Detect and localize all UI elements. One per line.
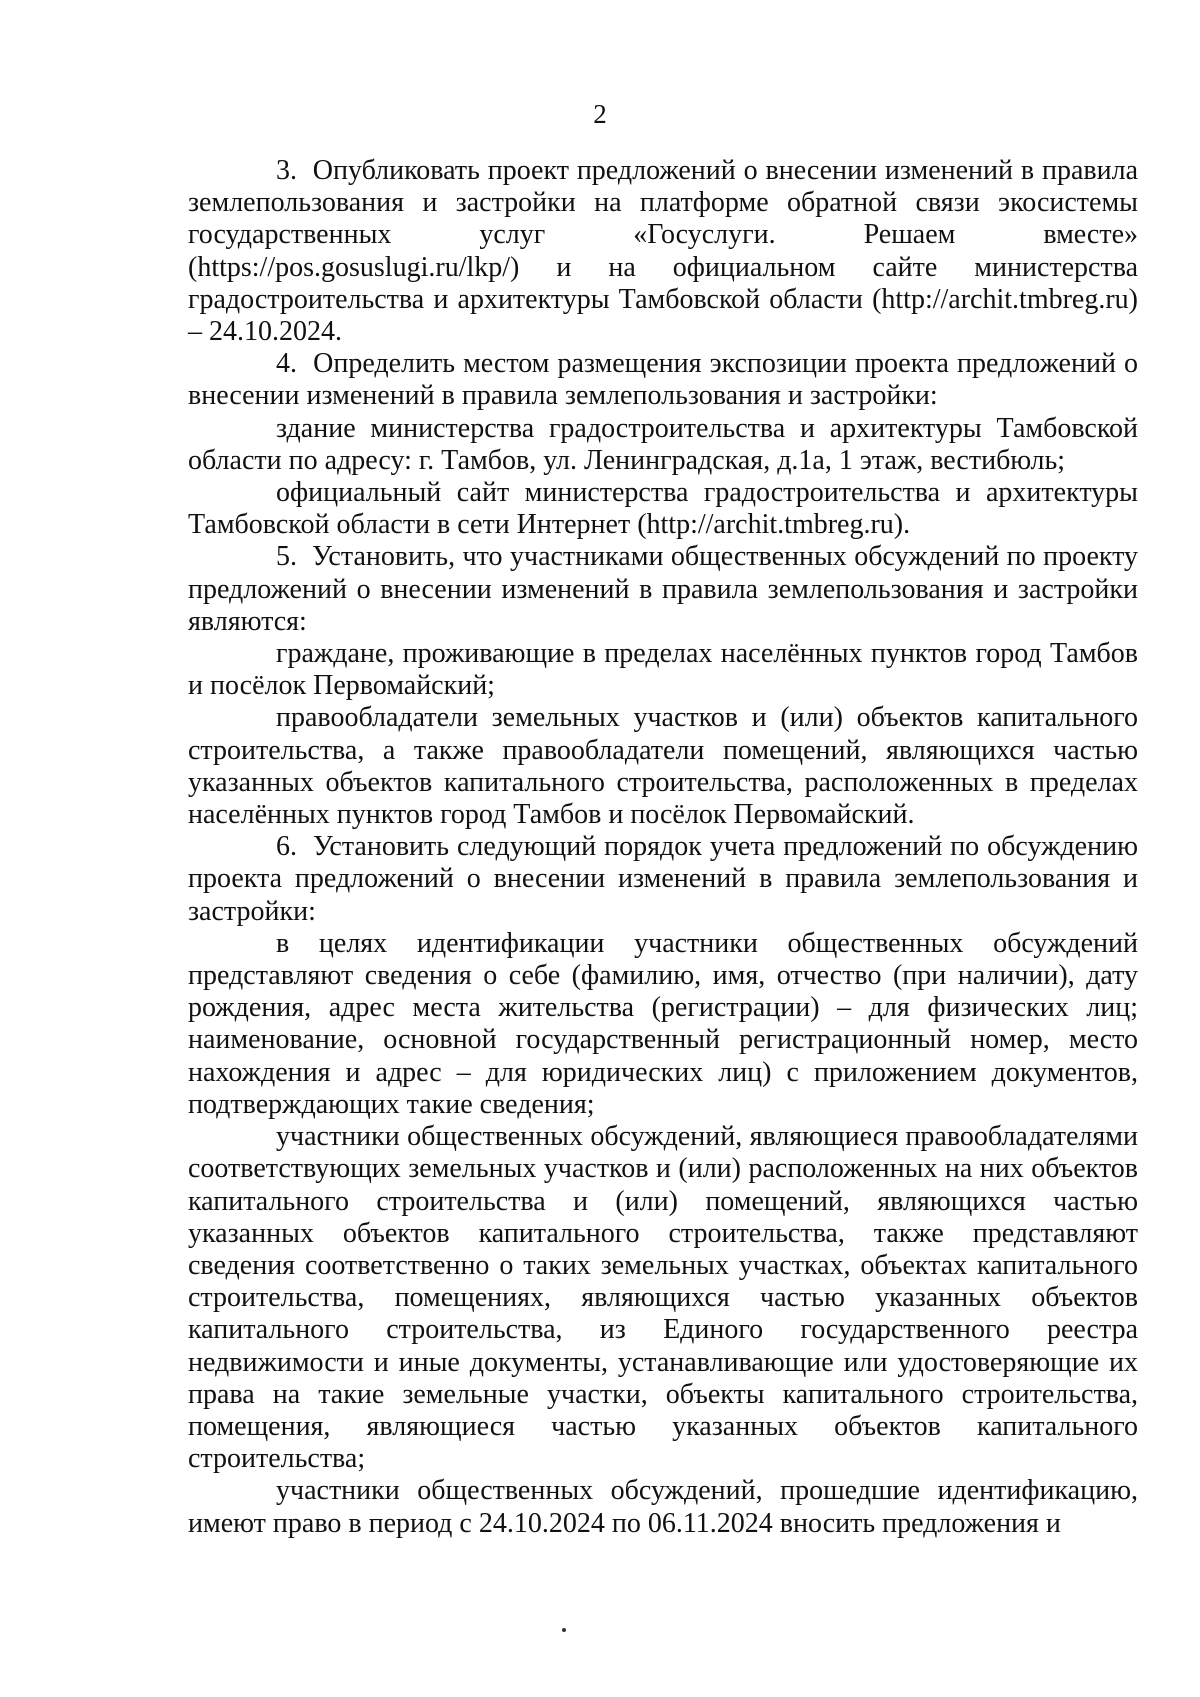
paragraph-5-participants: 5. Установить, что участниками общественных обсуждений по проекту предложений о внесении изменений в правила землепользования и застройки являются: [188,541,1138,637]
paragraph-3-publish: 3. Опубликовать проект предложений о внесении изменений в правила землепользования и застройки на платформе обратной связи экосистемы государственных услуг «Госуслуги. Решаем вместе» (https://pos.gosuslugi.ru/lkp/) и на официальном сайте министерства градостроительства и архитектуры Тамбовской области (http://archit.tmbreg.ru) – 24.10.2024. [188,155,1138,348]
document-body [188,155,1138,1540]
paragraph-identification: в целях идентификации участники общественных обсуждений представляют сведения о себе (фамилию, имя, отчество (при наличии), дату рождения, адрес места жительства (регистрации) – для физических лиц; наименование, основной государственный регистрационный номер, место нахождения и адрес – для юридических лиц) с приложением документов, подтверждающих такие сведения; [188,927,1138,1120]
paragraph-participants-citizens: граждане, проживающие в пределах населённых пунктов город Тамбов и посёлок Первомайский; [188,638,1138,702]
paragraph-participants-owners: правообладатели земельных участков и (или) объектов капитального строительства, а также правообладатели помещений, являющихся частью указанных объектов капитального строительства, расположенных в пределах населённых пунктов город Тамбов и посёлок Первомайский. [188,702,1138,831]
paragraph-4-exposition-place: 4. Определить местом размещения экспозиции проекта предложений о внесении изменений в правила землепользования и застройки: [188,348,1138,412]
paragraph-6-procedure: 6. Установить следующий порядок учета предложений по обсуждению проекта предложений о внесении изменений в правила землепользования и застройки: [188,831,1138,927]
paragraph-owner-documents: участники общественных обсуждений, являющиеся правообладателями соответствующих земельных участков и (или) расположенных на них объектов капитального строительства и (или) помещений, являющихся частью указанных объектов капитального строительства, также представляют сведения соответственно о таких земельных участках, объектах капитального строительства, помещениях, являющихся частью указанных объектов капитального строительства, из Единого государственного реестра недвижимости и иные документы, устанавливающие или удостоверяющие их права на такие земельные участки, объекты капитального строительства, помещения, являющиеся частью указанных объектов капитального строительства; [188,1121,1138,1475]
paragraph-exposition-website: официальный сайт министерства градостроительства и архитектуры Тамбовской области в сети Интернет (http://archit.tmbreg.ru). [188,477,1138,541]
scan-dot-mark [562,1628,566,1632]
page-number: 2 [593,99,607,129]
paragraph-exposition-building: здание министерства градостроительства и архитектуры Тамбовской области по адресу: г. Тамбов, ул. Ленинградская, д.1а, 1 этаж, вестибюль; [188,412,1138,476]
paragraph-proposal-period: участники общественных обсуждений, прошедшие идентификацию, имеют право в период с 24.10.2024 по 06.11.2024 вносить предложения и [188,1475,1138,1539]
